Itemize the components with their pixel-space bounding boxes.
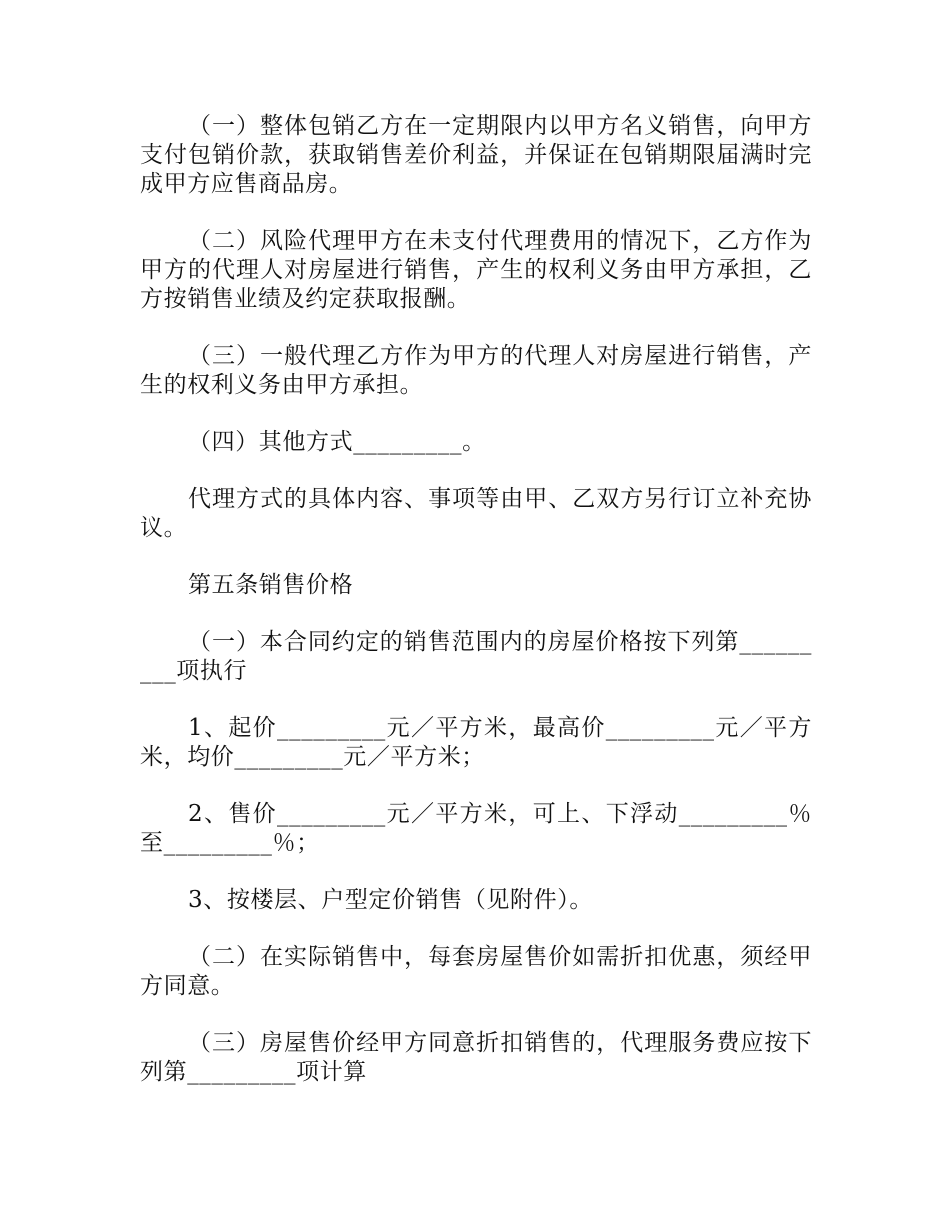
paragraph-price-item-3: 3、按楼层、户型定价销售（见附件）。	[188, 887, 593, 913]
paragraph-supplementary-agreement: 代理方式的具体内容、事项等由甲、乙双方另行订立补充协议。	[140, 486, 812, 541]
paragraph-risk-agency: （二）风险代理甲方在未支付代理费用的情况下，乙方作为甲方的代理人对房屋进行销售，产生的权利义务由甲方承担，乙方按销售业绩及约定获取报酬。	[140, 228, 812, 312]
section-heading-sales-price: 第五条销售价格	[188, 572, 354, 598]
paragraph-discount-approval: （二）在实际销售中，每套房屋售价如需折扣优惠，须经甲方同意。	[140, 944, 812, 999]
paragraph-price-item-1: 1、起价_________元／平方米，最高价_________元／平方米，均价_________元／平方米；	[140, 715, 812, 770]
paragraph-general-agency: （三）一般代理乙方作为甲方的代理人对房屋进行销售，产生的权利义务由甲方承担。	[140, 343, 812, 398]
paragraph-other-methods: （四）其他方式_________。	[188, 429, 486, 455]
paragraph-agency-fee-calculation: （三）房屋售价经甲方同意折扣销售的，代理服务费应按下列第_________项计算	[140, 1030, 812, 1085]
paragraph-lump-sum-sales: （一）整体包销乙方在一定期限内以甲方名义销售，向甲方支付包销价款，获取销售差价利益，并保证在包销期限届满时完成甲方应售商品房。	[140, 113, 812, 197]
document-page	[140, 112, 812, 1115]
paragraph-price-option: （一）本合同约定的销售范围内的房屋价格按下列第_________项执行	[140, 629, 812, 684]
paragraph-price-item-2: 2、售价_________元／平方米，可上、下浮动_________％至_________％；	[140, 801, 812, 856]
